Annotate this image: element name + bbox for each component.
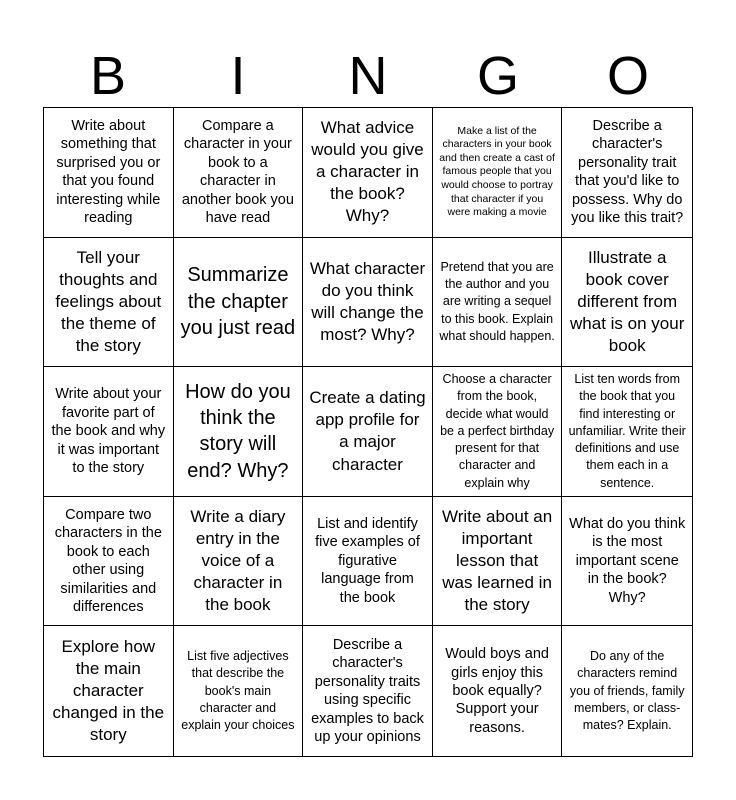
bingo-cell[interactable]: Describe a character's personality trait that you'd like to possess. Why do you like this trait?: [562, 108, 692, 238]
bingo-cell[interactable]: Write about something that surprised you or that you found interesting while reading: [44, 108, 174, 238]
bingo-cell[interactable]: Choose a character from the book, decide what would be a perfect birthday present for that character and explain why: [433, 367, 563, 497]
bingo-cell[interactable]: Do any of the characters remind you of friends, family members, or class-mates? Explain.: [569, 649, 685, 733]
header-letter-n: N: [348, 46, 388, 106]
bingo-cell[interactable]: Describe a character's personality traits using specific examples to back up your opinions: [303, 626, 433, 756]
header-letter-o: O: [606, 46, 649, 106]
header-letter-b: B: [89, 46, 127, 106]
bingo-cell[interactable]: Write about your favorite part of the book and why it was important to the story: [44, 367, 174, 497]
bingo-cell[interactable]: Compare two characters in the book to each other using similarities and differences: [44, 497, 174, 627]
bingo-cell[interactable]: Would boys and girls enjoy this book equally? Support your reasons.: [433, 626, 563, 756]
bingo-cell[interactable]: How do you think the story will end? Why?: [174, 367, 304, 497]
bingo-board: [43, 107, 693, 757]
bingo-cell[interactable]: List ten words from the book that you find interesting or unfamiliar. Write their definitions and use them each in a sentence.: [562, 367, 692, 497]
bingo-cell[interactable]: Compare a character in your book to a character in another book you have read: [174, 108, 304, 238]
header-letter-g: G: [476, 46, 519, 106]
bingo-cell[interactable]: Explore how the main character changed in the story: [44, 626, 174, 756]
bingo-cell[interactable]: List and identify five examples of figurative language from the book: [303, 497, 433, 627]
bingo-cell[interactable]: Write a diary entry in the voice of a character in the book: [174, 497, 304, 627]
bingo-cell[interactable]: Create a dating app profile for a major character: [303, 367, 433, 497]
bingo-header: [43, 44, 693, 108]
bingo-cell[interactable]: What character do you think will change the most? Why?: [303, 238, 433, 368]
bingo-cell[interactable]: Illustrate a book cover different from what is on your book: [562, 238, 692, 368]
bingo-cell[interactable]: Pretend that you are the author and you are writing a sequel to this book. Explain what should happen.: [433, 238, 563, 368]
bingo-cell[interactable]: Tell your thoughts and feelings about the theme of the story: [44, 238, 174, 368]
bingo-cell[interactable]: What do you think is the most important scene in the book? Why?: [562, 497, 692, 627]
bingo-cell[interactable]: What advice would you give a character in the book? Why?: [303, 108, 433, 238]
bingo-cell[interactable]: Summarize the chapter you just read: [174, 238, 304, 368]
header-letter-i: I: [230, 46, 246, 106]
bingo-cell[interactable]: Write about an important lesson that was learned in the story: [433, 497, 563, 627]
bingo-cell[interactable]: Make a list of the characters in your book and then create a cast of famous people that you would choose to portray that character if you were making a movie: [433, 108, 563, 238]
bingo-cell[interactable]: List five adjectives that describe the book's main character and explain your choices: [174, 626, 304, 756]
